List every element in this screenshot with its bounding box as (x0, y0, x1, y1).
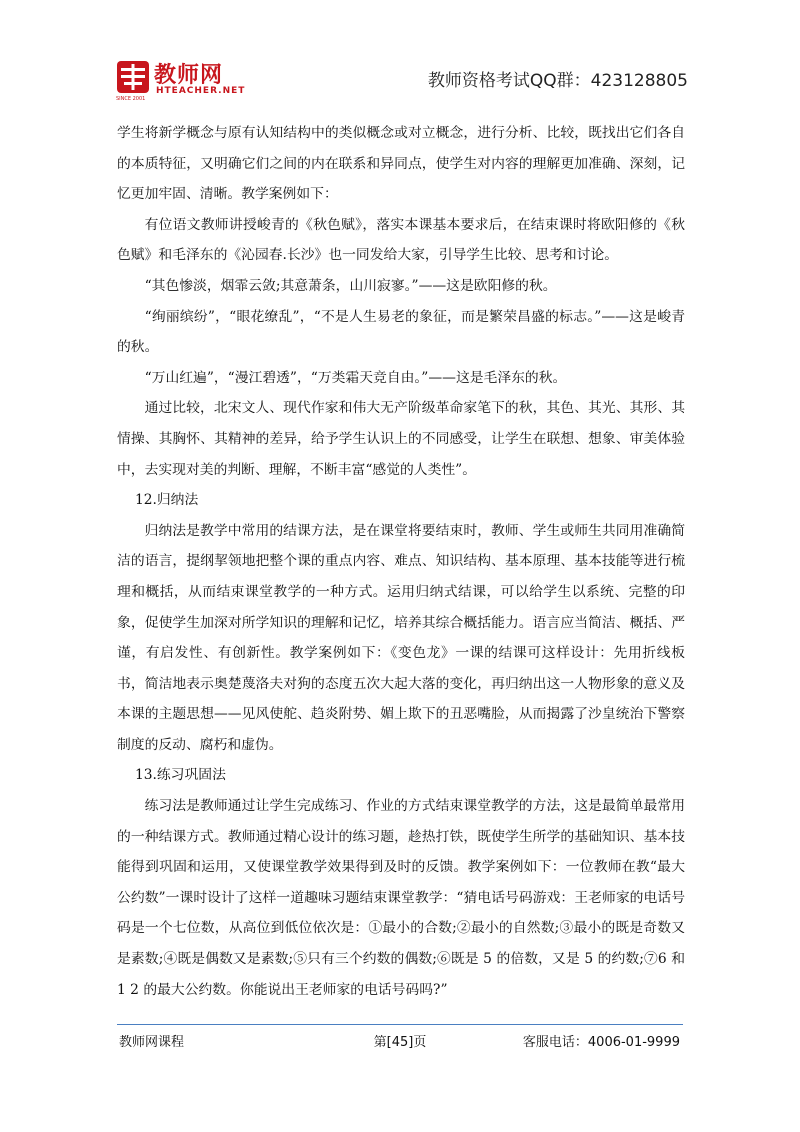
section-heading-12: 12.归纳法 (134, 492, 199, 509)
qq-group-info: 教师资格考试QQ群：423128805 (427, 71, 688, 91)
hteacher-logo[interactable] (116, 60, 276, 100)
page-header (0, 0, 800, 110)
paragraph: 通过比较，北宋文人、现代作家和伟大无产阶级革命家笔下的秋，其色、其光、其形、其情操、其胸怀、其精神的差异，给予学生认识上的不同感受，让学生在联想、想象、审美体验中，去实现对美的判断、理解，不断丰富“感觉的人类性”。 (117, 400, 685, 478)
footer-hotline: 客服电话：4006-01-9999 (522, 1035, 680, 1050)
quote-ouyang: “其色惨淡，烟霏云敛;其意萧条，山川寂寥。”——这是欧阳修的秋。 (144, 277, 557, 294)
logo-since: SINCE 2001 (116, 96, 146, 102)
quote-junqing: “绚丽缤纷”，“眼花缭乱”，“不是人生易老的象征，而是繁荣昌盛的标志。”——这是峻青的秋。 (117, 308, 685, 356)
paragraph: 学生将新学概念与原有认知结构中的类似概念或对立概念，进行分析、比较，既找出它们各自的本质特征，又明确它们之间的内在联系和异同点，使学生对内容的理解更加准确、深刻，记忆更加牢固、清晰。教学案例如下： (117, 125, 685, 203)
page-number: 第[45]页 (373, 1035, 427, 1050)
logo-name: 教师网 (154, 63, 224, 88)
footer-course-name: 教师网课程 (119, 1035, 185, 1050)
paragraph: 有位语文教师讲授峻青的《秋色赋》，落实本课基本要求后，在结束课时将欧阳修的《秋色赋》和毛泽东的《沁园春.长沙》也一同发给大家，引导学生比较、思考和讨论。 (117, 216, 685, 264)
quote-maozedong: “万山红遍”，“漫江碧透”，“万类霜天竞自由。”——这是毛泽东的秋。 (144, 369, 567, 386)
document-body (117, 118, 685, 1005)
paragraph: 归纳法是教学中常用的结课方法，是在课堂将要结束时，教师、学生或师生共同用准确简洁的语言，提纲挈领地把整个课的重点内容、难点、知识结构、基本原理、基本技能等进行梳理和概括，从而结束课堂教学的一种方式。运用归纳式结课，可以给学生以系统、完整的印象，促使学生加深对所学知识的理解和记忆，培养其综合概括能力。语言应当简洁、概括、严谨，有启发性、有创新性。教学案例如下：《变色龙》一课的结课可这样设计：先用折线板书，简洁地表示奥楚蔑洛夫对狗的态度五次大起大落的变化，再归纳出这一人物形象的意义及本课的主题思想——见风使舵、趋炎附势、媚上欺下的丑恶嘴脸，从而揭露了沙皇统治下警察制度的反动、腐朽和虚伪。 (117, 522, 685, 753)
logo-mark-icon (116, 60, 150, 96)
footer-divider (117, 1024, 683, 1025)
section-heading-13: 13.练习巩固法 (134, 767, 226, 784)
paragraph: 练习法是教师通过让学生完成练习、作业的方式结束课堂教学的方法，这是最简单最常用的一种结课方式。教师通过精心设计的练习题，趁热打铁，既使学生所学的基础知识、基本技能得到巩固和运用，又使课堂教学效果得到及时的反馈。教学案例如下：一位教师在教“最大公约数”一课时设计了这样一道趣味习题结束课堂教学：“猜电话号码游戏：王老师家的电话号码是一个七位数，从高位到低位依次是：①最小的合数;②最小的自然数;③最小的既是奇数又是素数;④既是偶数又是素数;⑤只有三个约数的偶数;⑥既是 5 的倍数，又是 5 的约数;⑦6 和 1 2 的最大公约数。你能说出王老师家的电话号码吗?” (117, 798, 685, 998)
logo-domain: HTEACHER.NET (156, 86, 246, 96)
